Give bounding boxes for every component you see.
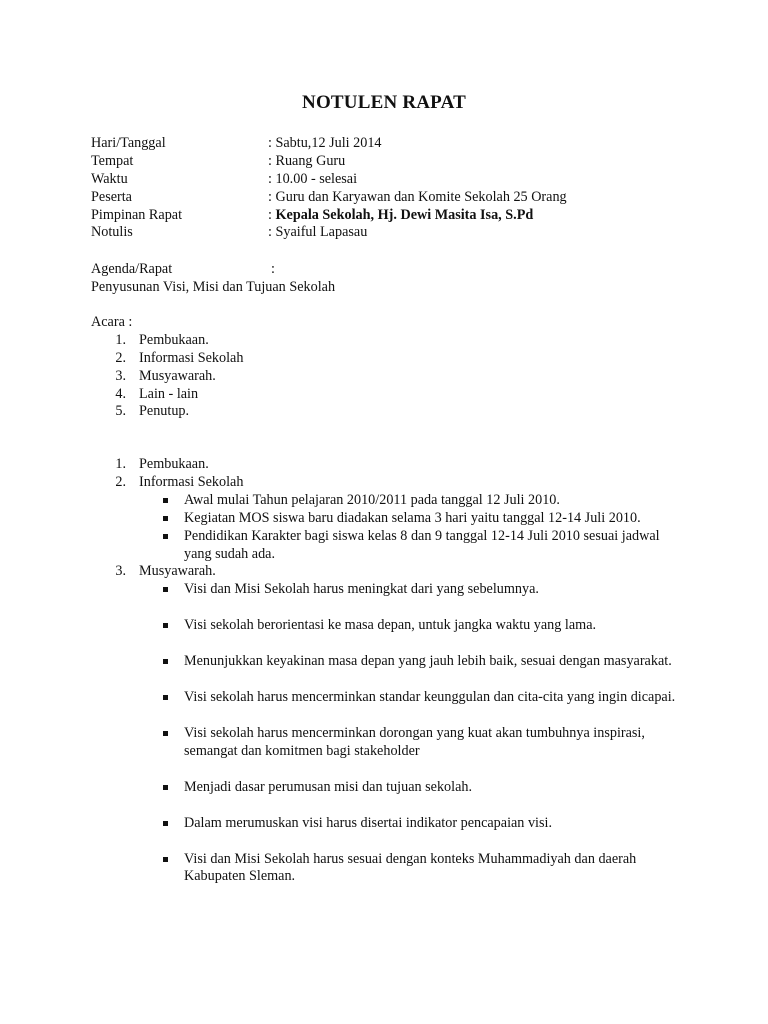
list-text: Informasi Sekolah xyxy=(139,349,244,366)
detail-item-opening xyxy=(91,456,691,474)
list-item xyxy=(91,331,209,350)
bullet-square-icon xyxy=(163,731,168,736)
list-text: Informasi Sekolah xyxy=(139,473,244,490)
meta-value xyxy=(268,207,533,225)
meta-row-chair xyxy=(91,207,711,225)
chair-name: Kepala Sekolah, Hj. Dewi Masita Isa, S.Pd xyxy=(275,206,534,223)
bullet-text: Dalam merumuskan visi harus disertai indikator pencapaian visi. xyxy=(184,814,552,831)
bullet-square-icon xyxy=(163,785,168,790)
list-number: 2. xyxy=(115,349,126,366)
list-item xyxy=(91,349,244,368)
detail-section xyxy=(91,456,691,886)
discussion-bullets xyxy=(184,581,678,886)
meta-label: Waktu xyxy=(91,170,128,187)
bullet-item xyxy=(184,510,678,528)
info-bullets xyxy=(184,492,678,564)
bullet-item xyxy=(184,492,678,510)
bullet-square-icon xyxy=(163,516,168,521)
bullet-text: Menunjukkan keyakinan masa depan yang jauh lebih baik, sesuai dengan masyarakat. xyxy=(184,653,672,670)
detail-item-info xyxy=(91,474,691,492)
meta-label: Pimpinan Rapat xyxy=(91,206,183,223)
agenda-section xyxy=(91,261,335,297)
bullet-text: Visi dan Misi Sekolah harus meningkat dari yang sebelumnya. xyxy=(184,581,539,598)
list-text: Pembukaan. xyxy=(139,331,209,348)
meta-row-time xyxy=(91,171,711,189)
list-number: 1. xyxy=(115,331,126,348)
bullet-text: Awal mulai Tahun pelajaran 2010/2011 pada tanggal 12 Juli 2010. xyxy=(184,491,560,508)
meta-value: : Syaiful Lapasau xyxy=(268,224,368,241)
meta-label: Notulis xyxy=(91,224,133,241)
bullet-square-icon xyxy=(163,659,168,664)
bullet-square-icon xyxy=(163,534,168,539)
document-title: NOTULEN RAPAT xyxy=(302,92,466,113)
meta-value: : Guru dan Karyawan dan Komite Sekolah 25 Orang xyxy=(268,188,567,205)
bullet-square-icon xyxy=(163,587,168,592)
meta-row-participants xyxy=(91,189,711,207)
bullet-item xyxy=(184,653,678,671)
list-number: 2. xyxy=(115,473,126,490)
meeting-info xyxy=(91,135,711,242)
bullet-text: Visi sekolah harus mencerminkan dorongan yang kuat akan tumbuhnya inspirasi, semangat dan komitmen bagi stakeholder xyxy=(184,724,645,759)
list-text: Musyawarah. xyxy=(139,367,216,384)
list-text: Penutup. xyxy=(139,403,190,420)
bullet-text: Menjadi dasar perumusan misi dan tujuan sekolah. xyxy=(184,778,473,795)
bullet-square-icon xyxy=(163,857,168,862)
bullet-item xyxy=(184,779,678,797)
acara-label: Acara : xyxy=(91,314,133,330)
meta-label: Hari/Tanggal xyxy=(91,135,166,151)
meta-row-date xyxy=(91,135,711,153)
list-number: 4. xyxy=(115,385,126,402)
list-number: 3. xyxy=(115,563,126,580)
agenda-text: Penyusunan Visi, Misi dan Tujuan Sekolah xyxy=(91,278,336,295)
acara-section xyxy=(91,314,244,421)
meta-value: : Ruang Guru xyxy=(268,152,346,169)
bullet-square-icon xyxy=(163,695,168,700)
acara-list xyxy=(91,331,244,421)
list-item xyxy=(91,385,199,404)
meta-value: : Sabtu,12 Juli 2014 xyxy=(268,135,382,151)
bullet-item xyxy=(184,725,678,761)
bullet-item xyxy=(184,815,678,833)
list-number: 3. xyxy=(115,367,126,384)
meta-label: Peserta xyxy=(91,188,132,205)
bullet-item xyxy=(184,851,678,887)
list-text: Pembukaan. xyxy=(139,456,209,472)
bullet-item xyxy=(184,528,678,564)
bullet-square-icon xyxy=(163,498,168,503)
bullet-square-icon xyxy=(163,821,168,826)
bullet-square-icon xyxy=(163,623,168,628)
list-item xyxy=(91,403,190,421)
bullet-text: Visi sekolah harus mencerminkan standar keunggulan dan cita-cita yang ingin dicapai. xyxy=(184,689,676,706)
detail-item-discussion xyxy=(91,563,691,581)
bullet-text: Pendidikan Karakter bagi siswa kelas 8 dan 9 tanggal 12-14 Juli 2010 sesuai jadwal yang sudah ada. xyxy=(184,527,660,562)
meta-label: Tempat xyxy=(91,152,134,169)
list-number: 5. xyxy=(115,403,126,420)
meta-row-place xyxy=(91,153,711,171)
list-number: 1. xyxy=(115,456,126,472)
list-text: Lain - lain xyxy=(139,385,199,402)
list-text: Musyawarah. xyxy=(139,563,216,580)
agenda-label: Agenda/Rapat xyxy=(91,261,173,277)
bullet-text: Visi dan Misi Sekolah harus sesuai dengan konteks Muhammadiyah dan daerah Kabupaten Sleman. xyxy=(184,850,637,885)
meta-colon: : xyxy=(268,206,276,223)
bullet-item xyxy=(184,689,678,707)
bullet-text: Visi sekolah berorientasi ke masa depan, untuk jangka waktu yang lama. xyxy=(184,617,597,634)
agenda-colon: : xyxy=(271,261,275,277)
meta-value: : 10.00 - selesai xyxy=(268,170,358,187)
bullet-text: Kegiatan MOS siswa baru diadakan selama 3 hari yaitu tanggal 12-14 Juli 2010. xyxy=(184,509,641,526)
meta-row-secretary xyxy=(91,224,711,242)
bullet-item xyxy=(184,581,678,599)
list-item xyxy=(91,367,216,386)
bullet-item xyxy=(184,617,678,635)
